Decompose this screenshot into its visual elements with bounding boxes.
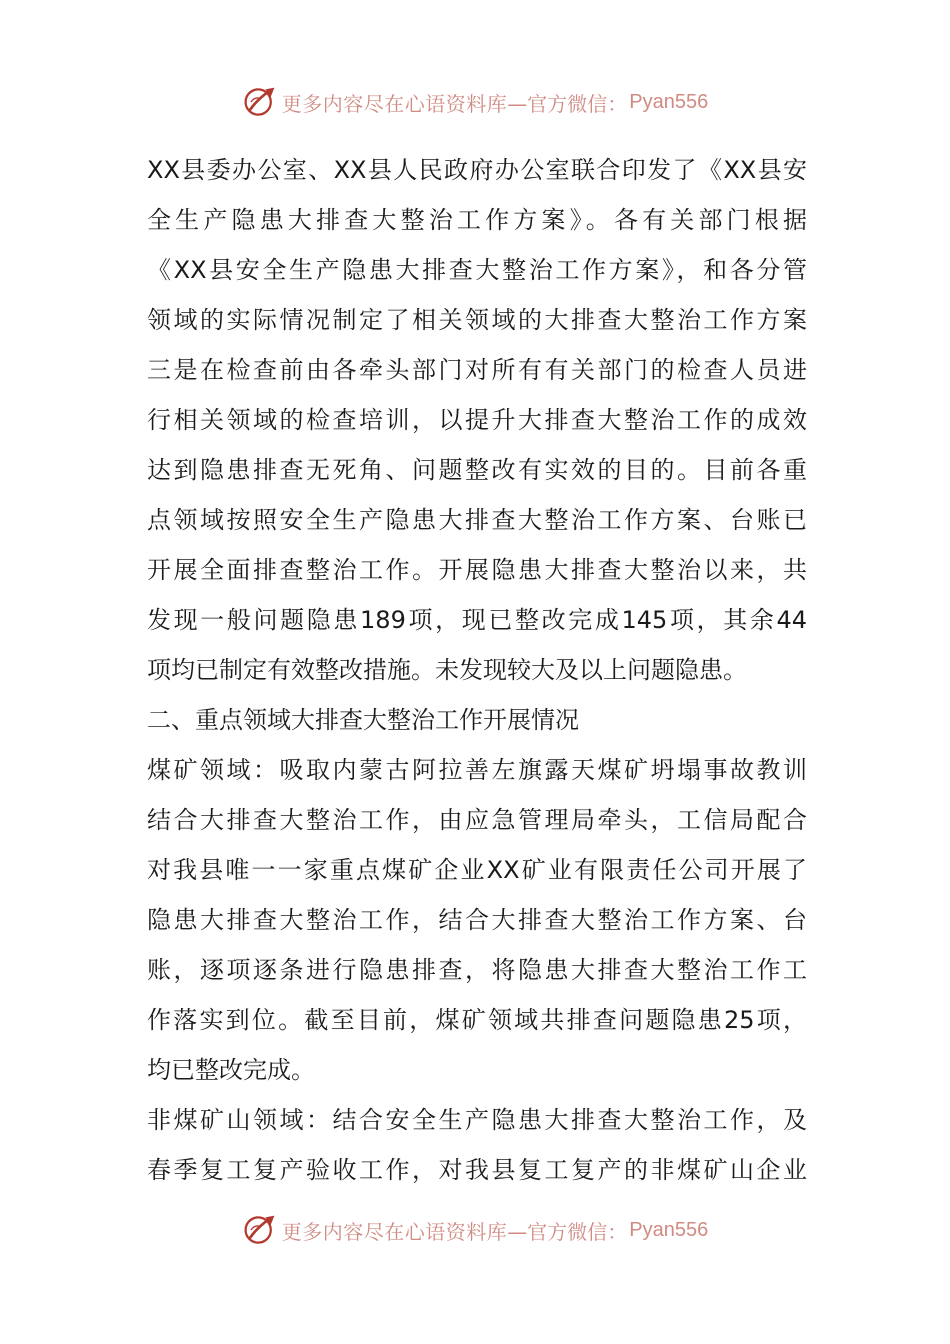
body-line: 结合大排查大整治工作，由应急管理局牵头，工信局配合 (147, 806, 807, 834)
body-line: XX县委办公室、XX县人民政府办公室联合印发了《XX县安 (147, 156, 807, 184)
banner-separator: —官方微信： (507, 1219, 628, 1244)
banner-separator: —官方微信： (507, 91, 628, 116)
body-line: 隐患大排查大整治工作，结合大排查大整治工作方案、台 (147, 906, 807, 934)
body-line: 春季复工复产验收工作，对我县复工复产的非煤矿山企业 (147, 1156, 807, 1184)
body-line: 账，逐项逐条进行隐患排查，将隐患大排查大整治工作工 (147, 956, 807, 984)
banner-wechat-id: Pyan556 (629, 90, 709, 113)
body-line: 达到隐患排查无死角、问题整改有实效的目的。目前各重 (147, 456, 807, 484)
body-line: 均已整改完成。 (147, 1056, 315, 1084)
body-line: 项均已制定有效整改措施。未发现较大及以上问题隐患。 (147, 656, 747, 684)
body-line: 《XX县安全生产隐患大排查大整治工作方案》，和各分管 (147, 256, 807, 284)
pen-logo-icon (242, 1212, 278, 1248)
body-line: 对我县唯一一家重点煤矿企业XX矿业有限责任公司开展了 (147, 856, 807, 884)
body-line: 煤矿领域：吸取内蒙古阿拉善左旗露天煤矿坍塌事故教训 (147, 756, 807, 784)
body-line: 发现一般问题隐患189项，现已整改完成145项，其余44 (147, 606, 807, 634)
body-line: 非煤矿山领域：结合安全生产隐患大排查大整治工作，及 (147, 1106, 807, 1134)
body-line: 全生产隐患大排查大整治工作方案》。各有关部门根据 (147, 206, 807, 234)
header-banner (0, 82, 950, 122)
body-line: 点领域按照安全生产隐患大排查大整治工作方案、台账已 (147, 506, 807, 534)
pen-logo-icon (242, 84, 278, 120)
body-line: 领域的实际情况制定了相关领域的大排查大整治工作方案 (147, 306, 807, 334)
document-body (147, 145, 807, 1195)
body-line: 三是在检查前由各牵头部门对所有有关部门的检查人员进 (147, 356, 807, 384)
body-line: 行相关领域的检查培训，以提升大排查大整治工作的成效 (147, 406, 807, 434)
section-heading: 二、重点领域大排查大整治工作开展情况 (147, 706, 579, 734)
body-line: 开展全面排查整治工作。开展隐患大排查大整治以来，共 (147, 556, 807, 584)
banner-wechat-id: Pyan556 (629, 1218, 709, 1241)
banner-title: 更多内容尽在心语资料库 (281, 1219, 508, 1244)
body-line: 作落实到位。截至目前，煤矿领域共排查问题隐患25项， (147, 1006, 807, 1034)
footer-banner (0, 1210, 950, 1250)
banner-title: 更多内容尽在心语资料库 (281, 91, 508, 116)
